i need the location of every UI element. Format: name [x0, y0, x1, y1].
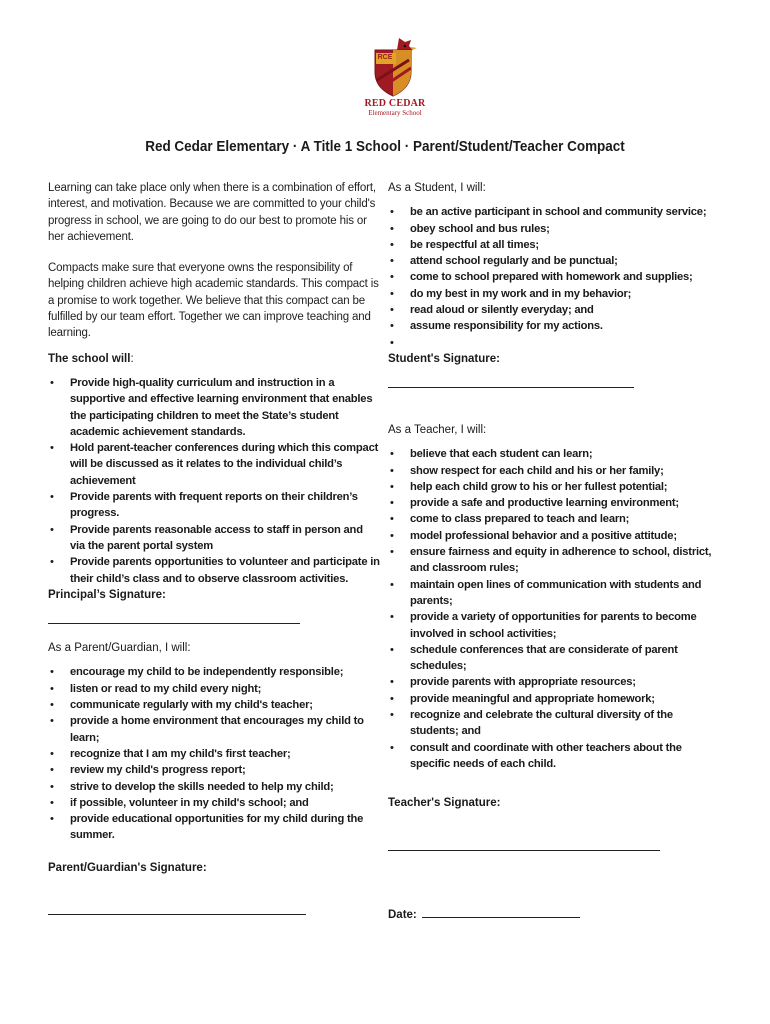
teacher-heading: As a Teacher, I will:	[388, 423, 487, 436]
list-item: • communicate regularly with my child's teacher;	[48, 697, 380, 713]
intro-paragraph-2: Compacts make sure that everyone owns the responsibility of helping children achieve high academic standards. This compact is a promise to work together. We believe that this compact can be fulfilled by our team effort. Together we can improve teaching and learning.	[48, 262, 379, 340]
list-item	[388, 335, 718, 351]
list-item: • schedule conferences that are considerate of parent schedules;	[388, 642, 718, 675]
school-crest-icon	[367, 36, 423, 98]
student-heading: As a Student, I will:	[388, 182, 486, 194]
crest-text: RCE	[377, 54, 393, 61]
list-item: • be an active participant in school and community service;	[388, 204, 718, 220]
list-item: • attend school regularly and be punctual;	[388, 253, 718, 269]
school-list	[48, 375, 380, 587]
list-item: • help each child grow to his or her fullest potential;	[388, 479, 718, 495]
student-signature-label: Student's Signature:	[388, 352, 500, 365]
school-heading-colon: :	[130, 352, 134, 365]
list-item: • review my child's progress report;	[48, 762, 380, 778]
teacher-signature-label: Teacher's Signature:	[388, 797, 501, 810]
school-heading-text: The school will	[48, 352, 131, 365]
list-item: • Provide parents with frequent reports on their children’s progress.	[48, 489, 380, 522]
list-item: • Hold parent-teacher conferences during which this compact will be discussed as it relates to the individual child’s achievement	[48, 440, 380, 489]
list-item: • Provide parents opportunities to volunteer and participate in their child’s class and to observe classroom activities.	[48, 554, 380, 587]
list-item: • provide a home environment that encourages my child to learn;	[48, 713, 380, 746]
logo-name: RED CEDAR	[364, 98, 426, 109]
list-item: • recognize and celebrate the cultural diversity of the students; and	[388, 707, 718, 740]
list-item: • ensure fairness and equity in adherence to school, district, and classroom rules;	[388, 544, 718, 577]
logo-subtitle: Elementary School	[368, 109, 422, 117]
list-item: • show respect for each child and his or her family;	[388, 463, 718, 479]
date-label: Date:	[388, 908, 417, 921]
right-column	[388, 180, 718, 923]
list-item: • come to school prepared with homework and supplies;	[388, 269, 718, 285]
parent-signature-label: Parent/Guardian's Signature:	[48, 861, 207, 874]
list-item: • provide a safe and productive learning environment;	[388, 495, 718, 511]
list-item: • consult and coordinate with other teachers about the specific needs of each child.	[388, 740, 718, 773]
list-item: • listen or read to my child every night;	[48, 681, 380, 697]
parent-list	[48, 664, 380, 843]
list-item: • maintain open lines of communication with students and parents;	[388, 577, 718, 610]
list-item: • strive to develop the skills needed to help my child;	[48, 779, 380, 795]
student-list	[388, 204, 718, 350]
list-item: • be respectful at all times;	[388, 237, 718, 253]
teacher-signature-line[interactable]	[388, 850, 660, 851]
parent-heading: As a Parent/Guardian, I will:	[48, 642, 191, 655]
teacher-list	[388, 446, 718, 772]
list-item: • read aloud or silently everyday; and	[388, 302, 718, 318]
list-item: • encourage my child to be independently responsible;	[48, 664, 380, 680]
list-item: • assume responsibility for my actions.	[388, 318, 718, 334]
list-item: • obey school and bus rules;	[388, 221, 718, 237]
list-item: • come to class prepared to teach and learn;	[388, 511, 718, 527]
list-item: • provide meaningful and appropriate homework;	[388, 691, 718, 707]
parent-signature-line[interactable]	[48, 914, 306, 915]
page-title: Red Cedar Elementary · A Title 1 School · Parent/Student/Teacher Compact	[145, 139, 625, 155]
principal-signature-line[interactable]	[48, 623, 300, 624]
left-column	[48, 180, 380, 915]
date-line[interactable]	[422, 917, 580, 918]
intro-paragraph-1: Learning can take place only when there is a combination of effort, interest, and motivation. Because we are committed to your child's progress in school, we are going to do our best to promote his or her achievement.	[48, 182, 376, 243]
list-item: • Provide parents reasonable access to staff in person and via the parent portal system	[48, 522, 380, 555]
school-logo	[360, 36, 430, 117]
list-item: • believe that each student can learn;	[388, 446, 718, 462]
list-item: • provide parents with appropriate resources;	[388, 674, 718, 690]
list-item: • Provide high-quality curriculum and instruction in a supportive and effective learning environment that enables the participating children to meet the State’s student academic achievement standards.	[48, 375, 380, 440]
list-item: • provide educational opportunities for my child during the summer.	[48, 811, 380, 844]
principal-signature-label: Principal’s Signature:	[48, 588, 166, 601]
list-item: • do my best in my work and in my behavior;	[388, 286, 718, 302]
list-item: • provide a variety of opportunities for parents to become involved in school activities;	[388, 609, 718, 642]
list-item: • if possible, volunteer in my child's school; and	[48, 795, 380, 811]
list-item: • recognize that I am my child's first teacher;	[48, 746, 380, 762]
date-row	[388, 907, 718, 923]
school-heading	[48, 351, 380, 367]
student-signature-line[interactable]	[388, 387, 634, 388]
list-item: • model professional behavior and a positive attitude;	[388, 528, 718, 544]
